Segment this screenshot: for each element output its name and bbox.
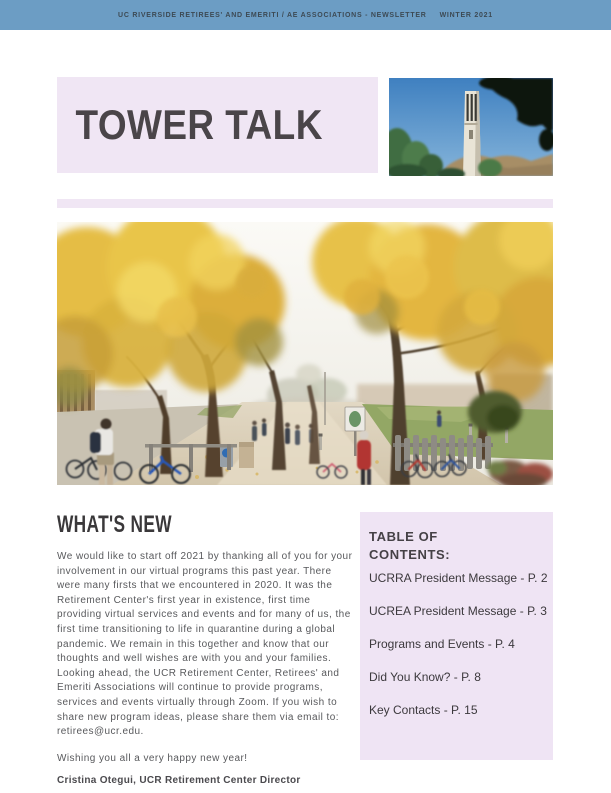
campus-walkway-photo (57, 222, 553, 485)
newsletter-title: TOWER TALK (75, 101, 323, 148)
toc-heading: TABLE OF CONTENTS: (369, 529, 451, 562)
toc-item-ucrra-president: UCRRA President Message - P. 2 (369, 571, 548, 585)
signature-line: Cristina Otegui, UCR Retirement Center Director (57, 775, 301, 787)
whats-new-heading: WHAT'S NEW (57, 511, 172, 538)
whats-new-paragraph: We would like to start off 2021 by thanking all of you for your involvement in our virtual programs this past year. There were many firsts that we encountered in 2020. It was the Retirement Center's first year in existence, first time providing virtual services and events and for many of us, the first time transitioning to life in quarantine during a global pandemic. We remain in this together and know that our thoughts and well wishes are with you and your families. Looking ahead, the UCR Retirement Center, Retirees' and Emeriti Associations will continue to provide programs, services and events virtually through Zoom. If you wish to share new program ideas, please share them via email to: retirees@ucr.edu. (57, 551, 353, 738)
table-of-contents-panel (360, 512, 553, 760)
lavender-divider-strip (57, 199, 553, 208)
toc-item-programs-events: Programs and Events - P. 4 (369, 637, 515, 651)
toc-item-ucrea-president: UCREA President Message - P. 3 (369, 604, 547, 618)
toc-item-did-you-know: Did You Know? - P. 8 (369, 670, 481, 684)
closing-line: Wishing you all a very happy new year! (57, 752, 248, 764)
whats-new-section (57, 511, 357, 786)
top-banner (0, 0, 611, 30)
toc-item-key-contacts: Key Contacts - P. 15 (369, 703, 478, 717)
toc-list (369, 571, 548, 717)
banner-issue-text: WINTER 2021 (439, 11, 493, 19)
bell-tower-photo (389, 78, 553, 176)
banner-title-text: UC RIVERSIDE RETIREES' AND EMERITI / AE ASSOCIATIONS - NEWSLETTER (118, 11, 427, 19)
masthead-panel (57, 77, 378, 173)
